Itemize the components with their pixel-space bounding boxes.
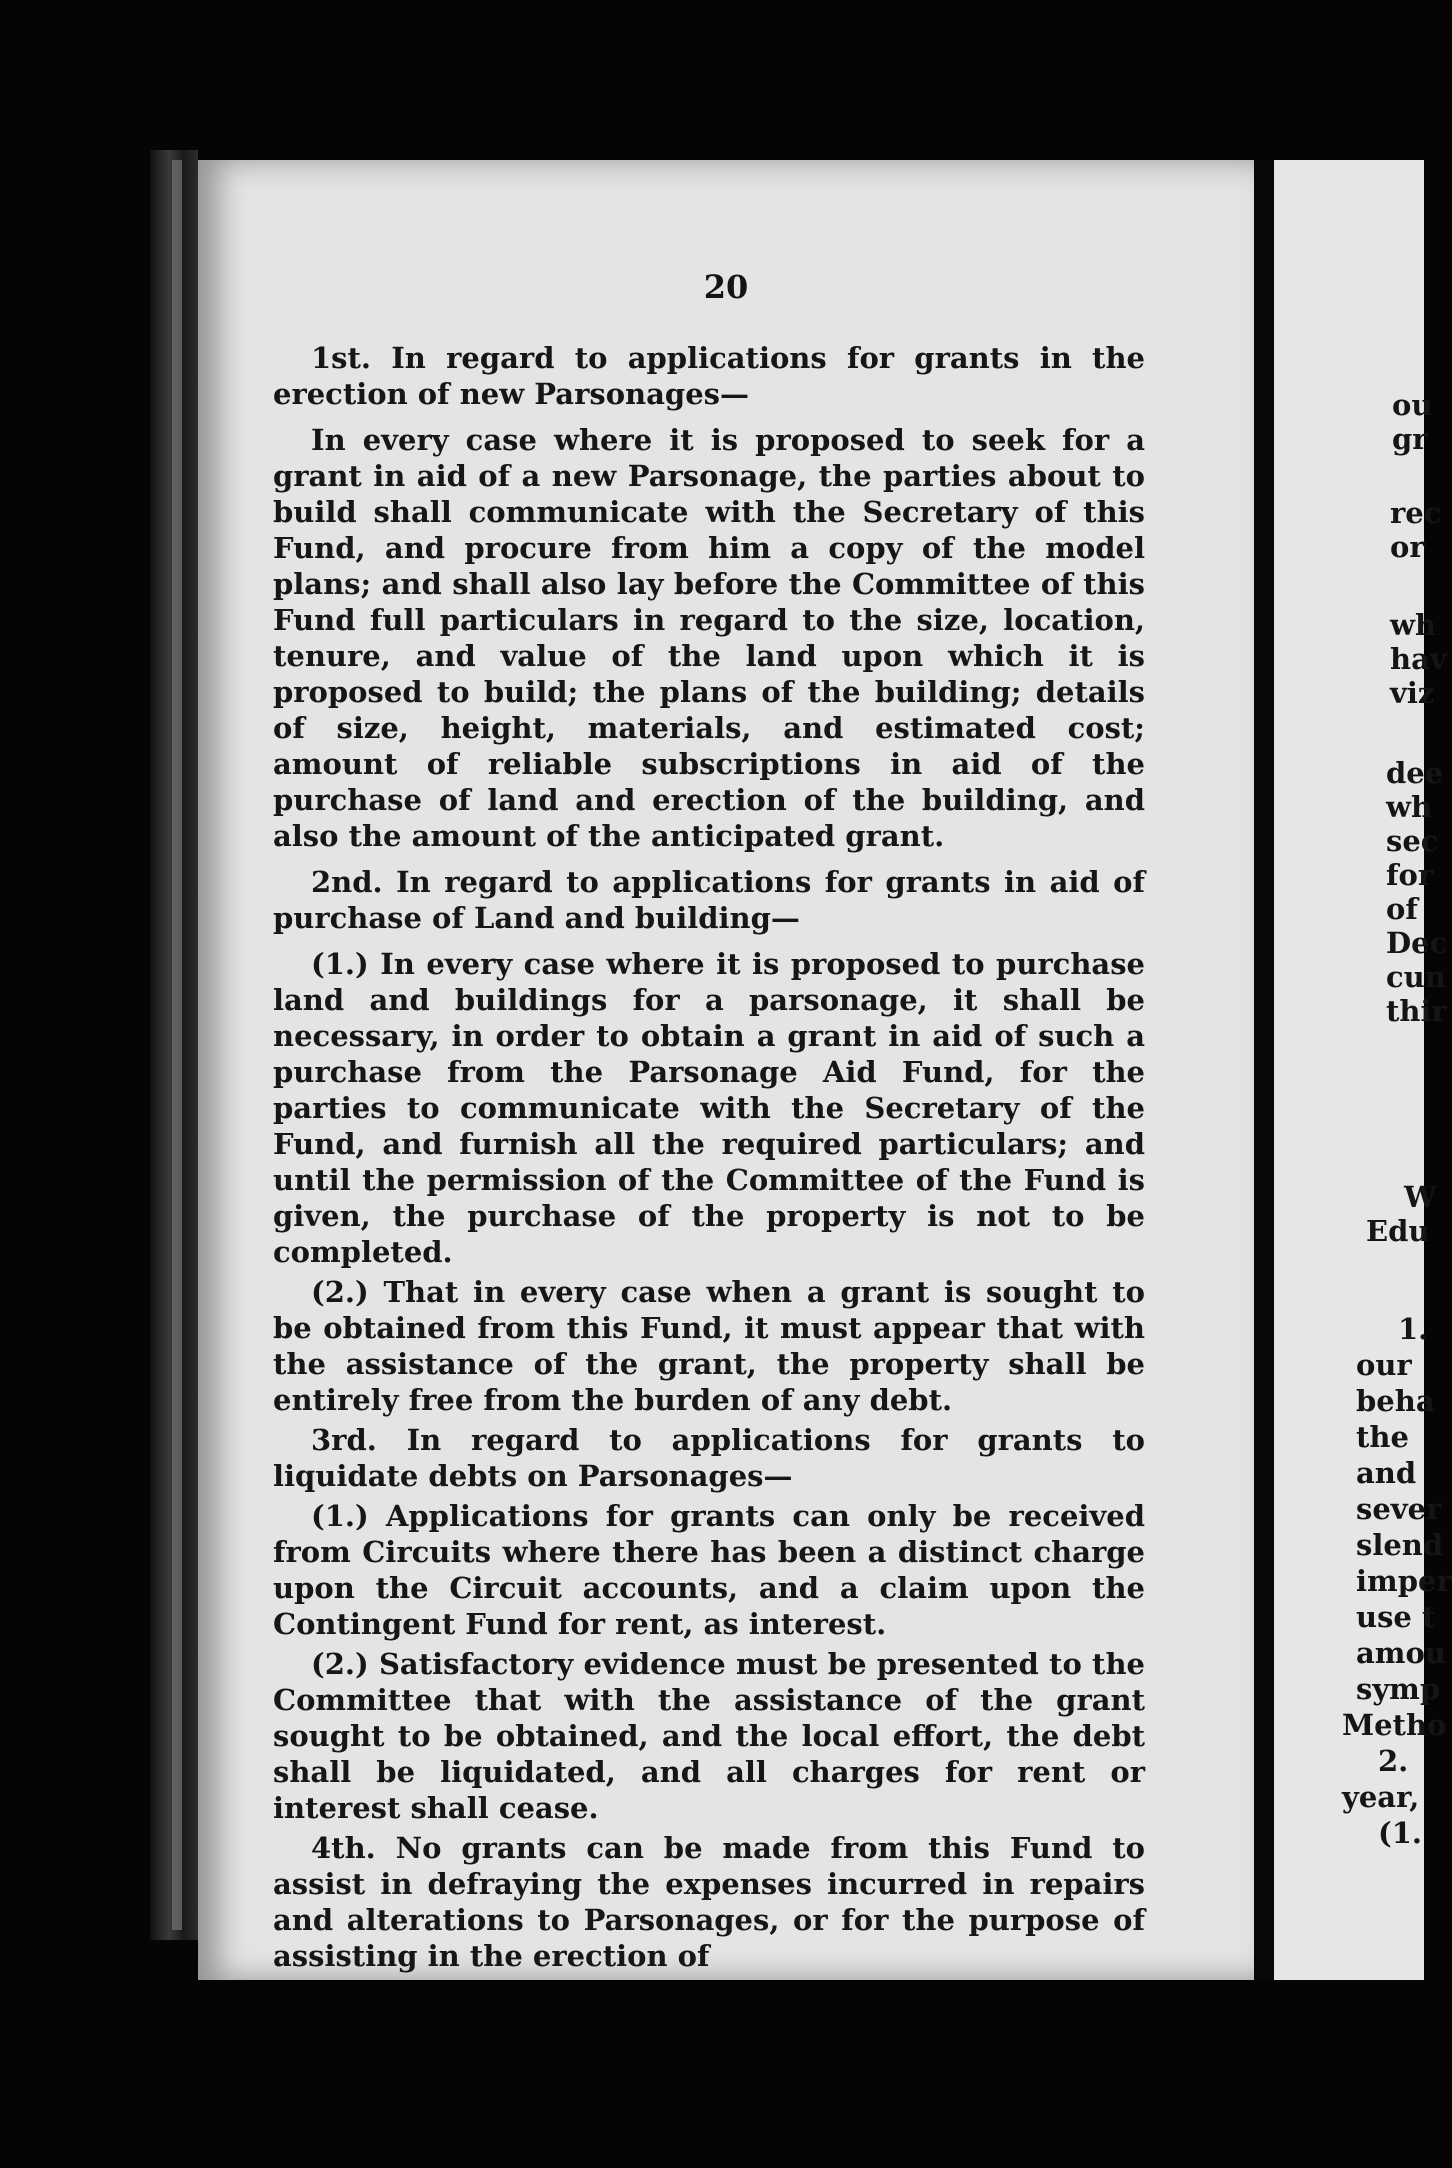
adjacent-fragment: thir bbox=[1386, 994, 1447, 1028]
adjacent-fragment: rec bbox=[1390, 496, 1442, 530]
adjacent-fragment: our bbox=[1356, 1348, 1412, 1382]
adjacent-fragment: 1. bbox=[1398, 1312, 1429, 1346]
adjacent-page bbox=[1274, 160, 1452, 1980]
adjacent-fragment: Edu bbox=[1366, 1214, 1430, 1248]
adjacent-fragment: or bbox=[1390, 530, 1425, 564]
adjacent-fragment: slend bbox=[1356, 1528, 1444, 1562]
document-page bbox=[198, 160, 1254, 1980]
adjacent-fragment: sever bbox=[1356, 1492, 1442, 1526]
adjacent-fragment: Metho bbox=[1342, 1708, 1447, 1742]
adjacent-fragment: (1. bbox=[1378, 1816, 1422, 1850]
adjacent-fragment: for bbox=[1386, 858, 1434, 892]
adjacent-fragment: of bbox=[1386, 892, 1418, 926]
adjacent-fragment: sec bbox=[1386, 824, 1439, 858]
adjacent-fragment: amou bbox=[1356, 1636, 1446, 1670]
page-text bbox=[273, 340, 1145, 1984]
adjacent-fragment: viz bbox=[1390, 676, 1435, 710]
adjacent-fragment: symp bbox=[1356, 1672, 1441, 1706]
paragraph-3rd-item-1: (1.) Applications for grants can only be received from Circuits where there has been a distinct charge upon the Circuit accounts, and a claim upon the Contingent Fund for rent, as interest. bbox=[273, 1499, 1145, 1641]
paragraph-2nd-heading: 2nd. In regard to applications for grants in aid of purchase of Land and building— bbox=[273, 865, 1145, 935]
page-number: 20 bbox=[703, 268, 749, 306]
adjacent-fragment: W bbox=[1404, 1180, 1437, 1214]
adjacent-fragment: gr bbox=[1392, 422, 1428, 456]
adjacent-fragment: and bbox=[1356, 1456, 1417, 1490]
adjacent-fragment: the bbox=[1356, 1420, 1409, 1454]
adjacent-fragment: Dec bbox=[1386, 926, 1448, 960]
adjacent-fragment: hav bbox=[1390, 642, 1447, 676]
paragraph-3rd-heading: 3rd. In regard to applications for grants to liquidate debts on Parsonages— bbox=[273, 1423, 1145, 1493]
adjacent-fragment: wh bbox=[1390, 608, 1437, 642]
adjacent-fragment: dee bbox=[1386, 756, 1444, 790]
adjacent-fragment: imper bbox=[1356, 1564, 1452, 1598]
paragraph-4th: 4th. No grants can be made from this Fund to assist in defraying the expenses incurred in repairs and alterations to Parsonages, or for the purpose of assisting in the erection of bbox=[273, 1831, 1145, 1973]
binding-edge bbox=[172, 160, 182, 1930]
adjacent-fragment: 2. bbox=[1378, 1744, 1409, 1778]
adjacent-fragment: wh bbox=[1386, 790, 1433, 824]
paragraph-2nd-item-2: (2.) That in every case when a grant is sought to be obtained from this Fund, it must appear that with the assistance of the grant, the property shall be entirely free from the burden of any debt. bbox=[273, 1275, 1145, 1417]
paragraph-2nd-item-1: (1.) In every case where it is proposed to purchase land and buildings for a parsonage, it shall be necessary, in order to obtain a grant in aid of such a purchase from the Parsonage Aid Fund, for the parties to communicate with the Secretary of the Fund, and furnish all the required particulars; and until the permission of the Committee of the Fund is given, the purchase of the property is not to be completed. bbox=[273, 947, 1145, 1269]
adjacent-fragment: cun bbox=[1386, 960, 1446, 994]
paragraph-new-parsonage: In every case where it is proposed to seek for a grant in aid of a new Parsonage, the parties about to build shall communicate with the Secretary of this Fund, and procure from him a copy of the model plans; and shall also lay before the Committee of this Fund full particulars in regard to the size, location, tenure, and value of the land upon which it is proposed to build; the plans of the building; details of size, height, materials, and estimated cost; amount of reliable subscriptions in aid of the purchase of land and erection of the building, and also the amount of the anticipated grant. bbox=[273, 423, 1145, 853]
page-gutter bbox=[1254, 160, 1274, 1980]
paragraph-1st-heading: 1st. In regard to applications for grants in the erection of new Parsonages— bbox=[273, 341, 1145, 411]
adjacent-fragment: use t bbox=[1356, 1600, 1436, 1634]
adjacent-fragment: year, bbox=[1342, 1780, 1420, 1814]
adjacent-fragment: ou bbox=[1392, 388, 1433, 422]
paragraph-3rd-item-2: (2.) Satisfactory evidence must be presented to the Committee that with the assistance of the grant sought to be obtained, and the local effort, the debt shall be liquidated, and all charges for rent or interest shall cease. bbox=[273, 1647, 1145, 1825]
adjacent-fragment: beha bbox=[1356, 1384, 1435, 1418]
